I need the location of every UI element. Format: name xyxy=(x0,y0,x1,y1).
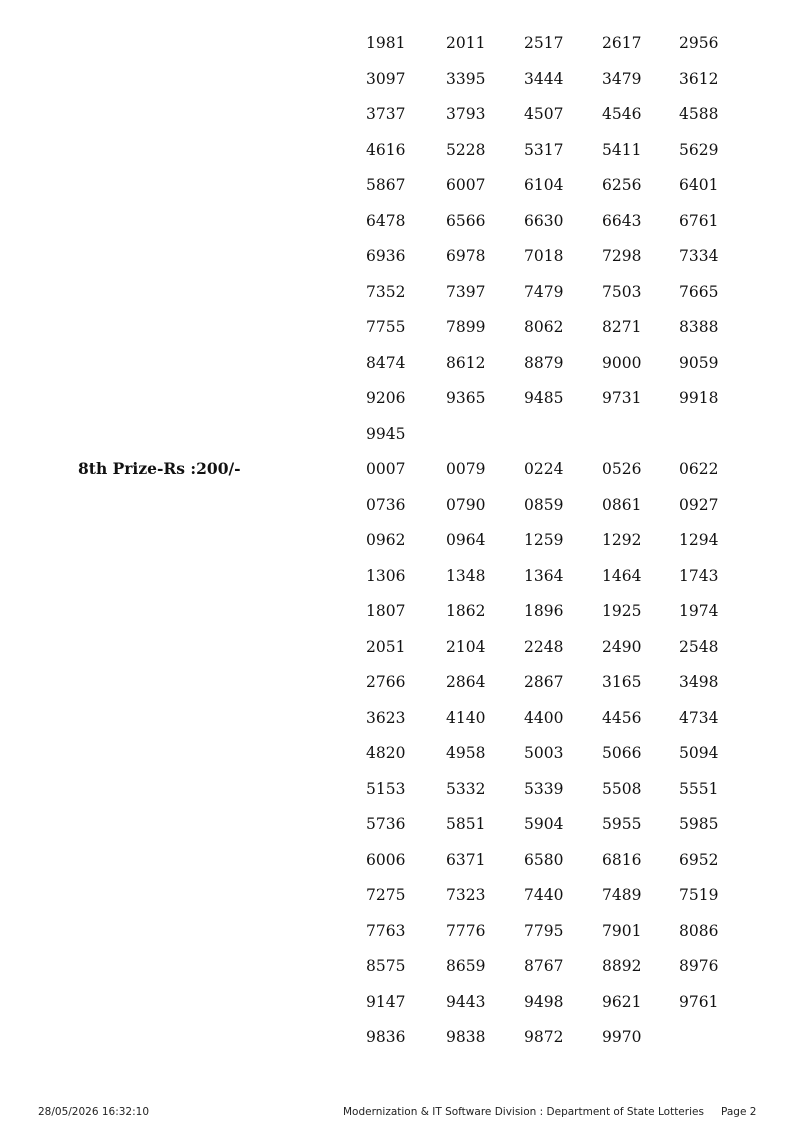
ticket-number: 3793 xyxy=(446,105,486,123)
ticket-number: 1364 xyxy=(524,566,564,585)
ticket-number: 9918 xyxy=(679,389,719,407)
number-row xyxy=(366,282,766,318)
ticket-number: 3395 xyxy=(446,69,486,88)
ticket-number: 8767 xyxy=(524,957,564,975)
ticket-number: 2867 xyxy=(524,673,564,691)
ticket-number: 7397 xyxy=(446,282,486,301)
ticket-number: 0007 xyxy=(366,460,406,478)
ticket-number: 9443 xyxy=(446,992,486,1011)
ticket-number: 5066 xyxy=(602,744,642,762)
ticket-number: 0861 xyxy=(602,495,642,514)
number-row xyxy=(366,814,766,850)
ticket-number: 4546 xyxy=(602,105,642,123)
ticket-number: 7795 xyxy=(524,921,564,940)
ticket-number: 9970 xyxy=(602,1028,642,1046)
ticket-number: 2248 xyxy=(524,637,564,656)
ticket-number: 9872 xyxy=(524,1028,564,1046)
ticket-number: 3498 xyxy=(679,673,719,691)
ticket-number: 9147 xyxy=(366,992,406,1011)
ticket-number: 7334 xyxy=(679,247,719,265)
number-row xyxy=(366,459,766,495)
ticket-number: 1807 xyxy=(366,602,406,620)
ticket-number: 3623 xyxy=(366,708,406,727)
ticket-number: 4400 xyxy=(524,708,564,727)
ticket-number: 7755 xyxy=(366,318,406,336)
ticket-number: 8062 xyxy=(524,318,564,336)
ticket-number: 7899 xyxy=(446,318,486,336)
ticket-number: 2617 xyxy=(602,34,642,52)
ticket-number: 7440 xyxy=(524,886,564,904)
number-row xyxy=(366,246,766,282)
ticket-number: 1974 xyxy=(679,602,719,620)
number-row xyxy=(366,33,766,69)
ticket-number: 6371 xyxy=(446,850,486,869)
number-row xyxy=(366,601,766,637)
ticket-number: 7479 xyxy=(524,282,564,301)
number-row xyxy=(366,921,766,957)
ticket-number: 5003 xyxy=(524,744,564,762)
ticket-number: 7665 xyxy=(679,282,719,301)
ticket-number: 6007 xyxy=(446,176,486,194)
footer-datetime: 28/05/2026 16:32:10 xyxy=(38,1106,150,1118)
ticket-number: 6580 xyxy=(524,850,564,869)
ticket-number: 7275 xyxy=(366,886,406,904)
ticket-number: 6104 xyxy=(524,176,564,194)
number-row xyxy=(366,104,766,140)
ticket-number: 3165 xyxy=(602,673,642,691)
number-row xyxy=(366,992,766,1028)
ticket-number: 9945 xyxy=(366,424,406,443)
number-row xyxy=(366,743,766,779)
ticket-number: 6478 xyxy=(366,211,406,230)
ticket-number: 5094 xyxy=(679,744,719,762)
ticket-number: 2104 xyxy=(446,637,486,656)
number-row xyxy=(366,175,766,211)
ticket-number: 9731 xyxy=(602,389,642,407)
ticket-number: 8575 xyxy=(366,957,406,975)
ticket-number: 0526 xyxy=(602,460,642,478)
number-row xyxy=(366,850,766,886)
ticket-number: 1464 xyxy=(602,566,642,585)
ticket-number: 9485 xyxy=(524,389,564,407)
ticket-number: 6630 xyxy=(524,211,564,230)
number-row xyxy=(366,495,766,531)
ticket-number: 4820 xyxy=(366,744,406,762)
ticket-number: 2766 xyxy=(366,673,406,691)
ticket-number: 0964 xyxy=(446,531,486,549)
ticket-number: 9365 xyxy=(446,389,486,407)
ticket-number: 9000 xyxy=(602,353,642,372)
ticket-number: 1925 xyxy=(602,602,642,620)
ticket-number: 4456 xyxy=(602,708,642,727)
number-row xyxy=(366,779,766,815)
page-footer xyxy=(0,1106,800,1122)
ticket-number: 4958 xyxy=(446,744,486,762)
footer-division: Modernization & IT Software Division : Department of State Lotteries xyxy=(343,1106,704,1118)
ticket-number: 5736 xyxy=(366,815,406,833)
number-row xyxy=(366,530,766,566)
ticket-number: 1294 xyxy=(679,531,719,549)
ticket-number: 4140 xyxy=(446,708,486,727)
ticket-number: 5955 xyxy=(602,815,642,833)
ticket-number: 5411 xyxy=(602,140,642,159)
winning-numbers-grid xyxy=(366,459,766,1063)
ticket-number: 3097 xyxy=(366,69,406,88)
ticket-number: 5228 xyxy=(446,140,486,159)
ticket-number: 0622 xyxy=(679,460,719,478)
ticket-number: 8879 xyxy=(524,353,564,372)
ticket-number: 5851 xyxy=(446,815,486,833)
number-row xyxy=(366,317,766,353)
number-row xyxy=(366,637,766,673)
ticket-number: 2011 xyxy=(446,34,486,52)
ticket-number: 9059 xyxy=(679,353,719,372)
ticket-number: 7489 xyxy=(602,886,642,904)
ticket-number: 8892 xyxy=(602,957,642,975)
ticket-number: 0962 xyxy=(366,531,406,549)
ticket-number: 2517 xyxy=(524,34,564,52)
ticket-number: 5153 xyxy=(366,779,406,798)
ticket-number: 6643 xyxy=(602,211,642,230)
ticket-number: 0859 xyxy=(524,495,564,514)
number-row xyxy=(366,69,766,105)
footer-page-number: Page 2 xyxy=(721,1106,757,1118)
ticket-number: 7519 xyxy=(679,886,719,904)
number-row xyxy=(366,708,766,744)
ticket-number: 0224 xyxy=(524,460,564,478)
winning-numbers-grid xyxy=(366,33,766,459)
ticket-number: 5629 xyxy=(679,140,719,159)
ticket-number: 2864 xyxy=(446,673,486,691)
ticket-number: 9206 xyxy=(366,389,406,407)
ticket-number: 6256 xyxy=(602,176,642,194)
ticket-number: 8271 xyxy=(602,318,642,336)
ticket-number: 9498 xyxy=(524,992,564,1011)
ticket-number: 1348 xyxy=(446,566,486,585)
number-row xyxy=(366,353,766,389)
number-row xyxy=(366,672,766,708)
number-row xyxy=(366,566,766,602)
ticket-number: 6006 xyxy=(366,850,406,869)
ticket-number: 5332 xyxy=(446,779,486,798)
ticket-number: 2051 xyxy=(366,637,406,656)
ticket-number: 9836 xyxy=(366,1028,406,1046)
ticket-number: 6816 xyxy=(602,850,642,869)
number-row xyxy=(366,956,766,992)
ticket-number: 2956 xyxy=(679,34,719,52)
ticket-number: 8474 xyxy=(366,353,406,372)
ticket-number: 7298 xyxy=(602,247,642,265)
ticket-number: 7352 xyxy=(366,282,406,301)
ticket-number: 2548 xyxy=(679,637,719,656)
ticket-number: 3612 xyxy=(679,69,719,88)
ticket-number: 0790 xyxy=(446,495,486,514)
number-row xyxy=(366,140,766,176)
ticket-number: 8612 xyxy=(446,353,486,372)
ticket-number: 6401 xyxy=(679,176,719,194)
ticket-number: 9838 xyxy=(446,1028,486,1046)
ticket-number: 8659 xyxy=(446,957,486,975)
ticket-number: 3737 xyxy=(366,105,406,123)
number-row xyxy=(366,424,766,460)
ticket-number: 5904 xyxy=(524,815,564,833)
ticket-number: 0736 xyxy=(366,495,406,514)
ticket-number: 6566 xyxy=(446,211,486,230)
ticket-number: 1981 xyxy=(366,34,406,52)
ticket-number: 7018 xyxy=(524,247,564,265)
number-row xyxy=(366,885,766,921)
ticket-number: 5317 xyxy=(524,140,564,159)
ticket-number: 6936 xyxy=(366,247,406,265)
number-row xyxy=(366,388,766,424)
ticket-number: 5508 xyxy=(602,779,642,798)
ticket-number: 1259 xyxy=(524,531,564,549)
ticket-number: 5985 xyxy=(679,815,719,833)
ticket-number: 7901 xyxy=(602,921,642,940)
ticket-number: 8976 xyxy=(679,957,719,975)
ticket-number: 4588 xyxy=(679,105,719,123)
ticket-number: 3444 xyxy=(524,69,564,88)
number-row xyxy=(366,1027,766,1063)
ticket-number: 9761 xyxy=(679,992,719,1011)
ticket-number: 7503 xyxy=(602,282,642,301)
ticket-number: 1292 xyxy=(602,531,642,549)
ticket-number: 1306 xyxy=(366,566,406,585)
ticket-number: 0079 xyxy=(446,460,486,478)
ticket-number: 5339 xyxy=(524,779,564,798)
ticket-number: 5867 xyxy=(366,176,406,194)
ticket-number: 3479 xyxy=(602,69,642,88)
ticket-number: 7776 xyxy=(446,921,486,940)
ticket-number: 8086 xyxy=(679,921,719,940)
ticket-number: 0927 xyxy=(679,495,719,514)
ticket-number: 7763 xyxy=(366,921,406,940)
ticket-number: 9621 xyxy=(602,992,642,1011)
ticket-number: 1862 xyxy=(446,602,486,620)
ticket-number: 1896 xyxy=(524,602,564,620)
ticket-number: 4507 xyxy=(524,105,564,123)
ticket-number: 4734 xyxy=(679,708,719,727)
prize-label: 8th Prize-Rs :200/- xyxy=(78,459,241,478)
ticket-number: 6978 xyxy=(446,247,486,265)
ticket-number: 6952 xyxy=(679,850,719,869)
number-row xyxy=(366,211,766,247)
ticket-number: 4616 xyxy=(366,140,406,159)
ticket-number: 5551 xyxy=(679,779,719,798)
ticket-number: 2490 xyxy=(602,637,642,656)
ticket-number: 6761 xyxy=(679,211,719,230)
ticket-number: 1743 xyxy=(679,566,719,585)
ticket-number: 8388 xyxy=(679,318,719,336)
ticket-number: 7323 xyxy=(446,886,486,904)
